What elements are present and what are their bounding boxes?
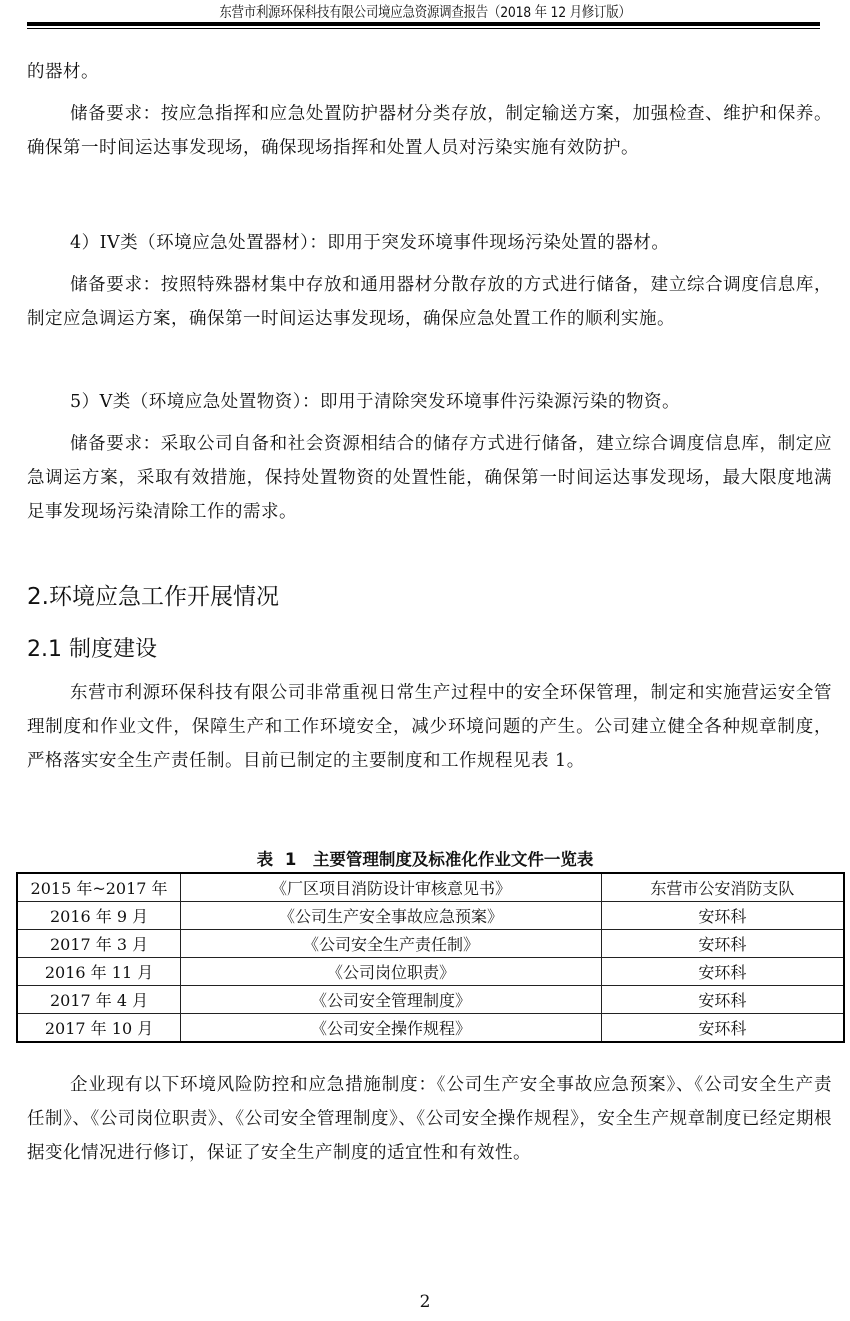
regulations-table bbox=[16, 872, 845, 1043]
department-cell: 安环科 bbox=[601, 1014, 844, 1043]
department-cell: 安环科 bbox=[601, 986, 844, 1014]
header-title: 东营市利源环保科技有限公司境应急资源调查报告（2018 年 12 月修订版） bbox=[219, 5, 631, 21]
table-row bbox=[17, 902, 844, 930]
paragraph-storage-requirement-4: 储备要求：按照特殊器材集中存放和通用器材分散存放的方式进行储备，建立综合调度信息库，制定应急调运方案，确保第一时间运达事发现场，确保应急处置工作的顺利实施。 bbox=[27, 275, 832, 329]
date-cell: 2017 年 4 月 bbox=[17, 986, 181, 1014]
document-cell: 《公司安全管理制度》 bbox=[181, 986, 602, 1014]
paragraph-category-4: 4）IV类（环境应急处置器材）：即用于突发环境事件现场污染处置的器材。 bbox=[70, 233, 670, 253]
header-rule-thin bbox=[27, 28, 820, 29]
section-heading: 2.环境应急工作开展情况 bbox=[27, 584, 279, 610]
document-cell: 《公司安全生产责任制》 bbox=[181, 930, 602, 958]
table-row bbox=[17, 958, 844, 986]
department-cell: 东营市公安消防支队 bbox=[601, 873, 844, 902]
page-number: 2 bbox=[419, 1292, 431, 1312]
paragraph-category-5: 5）V类（环境应急处置物资）：即用于清除突发环境事件污染源污染的物资。 bbox=[70, 392, 681, 412]
table-row bbox=[17, 873, 844, 902]
date-cell: 2016 年 11 月 bbox=[17, 958, 181, 986]
department-cell: 安环科 bbox=[601, 958, 844, 986]
subsection-heading: 2.1 制度建设 bbox=[27, 637, 157, 662]
date-cell: 2015 年~2017 年 bbox=[17, 873, 181, 902]
document-cell: 《公司岗位职责》 bbox=[181, 958, 602, 986]
date-cell: 2017 年 3 月 bbox=[17, 930, 181, 958]
paragraph-storage-requirement-3: 储备要求：按应急指挥和应急处置防护器材分类存放，制定输送方案，加强检查、维护和保养。确保第一时间运达事发现场，确保现场指挥和处置人员对污染实施有效防护。 bbox=[27, 104, 832, 158]
date-cell: 2016 年 9 月 bbox=[17, 902, 181, 930]
table-row bbox=[17, 986, 844, 1014]
date-cell: 2017 年 10 月 bbox=[17, 1014, 181, 1043]
document-cell: 《厂区项目消防设计审核意见书》 bbox=[181, 873, 602, 902]
department-cell: 安环科 bbox=[601, 930, 844, 958]
intro-paragraph: 东营市利源环保科技有限公司非常重视日常生产过程中的安全环保管理，制定和实施营运安全管理制度和作业文件，保障生产和工作环境安全，减少环境问题的产生。公司建立健全各种规章制度，严格落实安全生产责任制。目前已制定的主要制度和工作规程见表 1。 bbox=[27, 683, 832, 771]
header-rule-thick bbox=[27, 22, 820, 26]
paragraph-continuation: 的器材。 bbox=[27, 62, 99, 82]
department-cell: 安环科 bbox=[601, 902, 844, 930]
closing-paragraph: 企业现有以下环境风险防控和应急措施制度：《公司生产安全事故应急预案》、《公司安全生产责任制》、《公司岗位职责》、《公司安全管理制度》、《公司安全操作规程》，安全生产规章制度已经定期根据变化情况进行修订，保证了安全生产制度的适宜性和有效性。 bbox=[27, 1075, 832, 1163]
document-cell: 《公司安全操作规程》 bbox=[181, 1014, 602, 1043]
table-caption: 表 1 主要管理制度及标准化作业文件一览表 bbox=[256, 850, 594, 869]
document-cell: 《公司生产安全事故应急预案》 bbox=[181, 902, 602, 930]
table-row bbox=[17, 930, 844, 958]
table-row bbox=[17, 1014, 844, 1043]
paragraph-storage-requirement-5: 储备要求：采取公司自备和社会资源相结合的储存方式进行储备，建立综合调度信息库，制定应急调运方案，采取有效措施，保持处置物资的处置性能，确保第一时间运达事发现场，最大限度地满足事发现场污染清除工作的需求。 bbox=[27, 434, 832, 522]
